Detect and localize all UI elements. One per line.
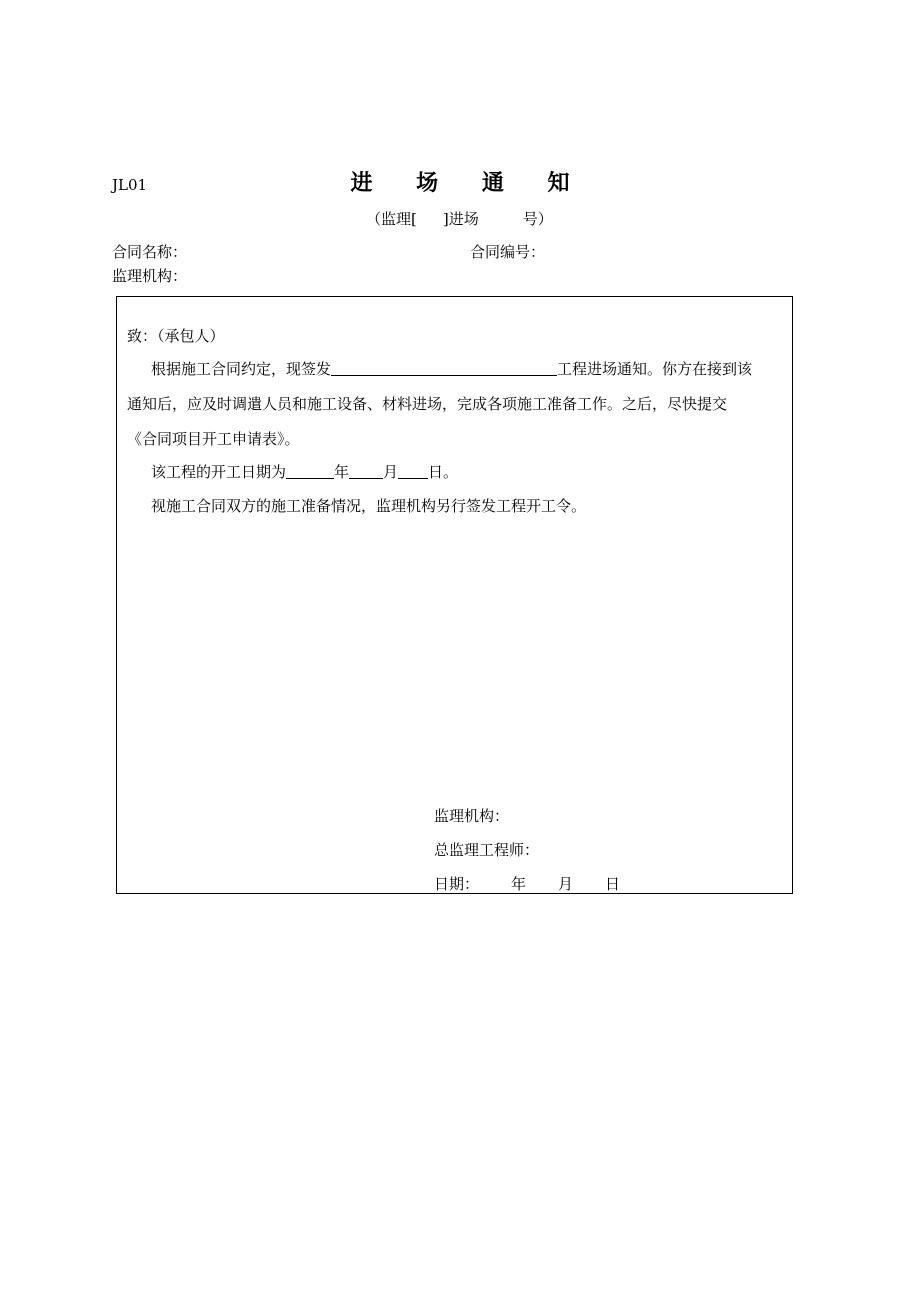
paragraph-3: 视施工合同双方的施工准备情况，监理机构另行签发工程开工令。 (151, 497, 587, 515)
signature-org-label: 监理机构： (434, 807, 510, 825)
signature-date-label: 日期： (434, 875, 480, 893)
paragraph-1-text-a: 根据施工合同约定，现签发 (151, 360, 332, 378)
paragraph-1-line-3: 《合同项目开工申请表》。 (127, 430, 300, 448)
paragraph-1-line-1 (151, 358, 752, 379)
paragraph-1-text-b: 工程进场通知。你方在接到该 (557, 360, 753, 378)
start-day-blank (398, 463, 428, 479)
form-code: JL01 (112, 176, 148, 194)
serial-prefix: （监理[ (366, 210, 417, 228)
project-name-blank (331, 360, 557, 376)
supervisor-org-label: 监理机构： (112, 267, 188, 285)
signature-month-label: 月 (558, 875, 574, 893)
start-date-line (151, 461, 458, 482)
signature-year-label: 年 (511, 875, 527, 893)
start-month-blank (349, 463, 383, 479)
serial-number-line (366, 208, 553, 229)
notice-box (116, 296, 793, 894)
paragraph-1-line-2: 通知后，应及时调遣人员和施工设备、材料进场，完成各项施工准备工作。之后，尽快提交 (127, 395, 728, 413)
serial-suffix: 号） (522, 210, 553, 228)
signature-chief-engineer-label: 总监理工程师： (434, 841, 540, 859)
addressee-line: 致：（承包人） (127, 327, 225, 345)
contract-name-label: 合同名称： (112, 243, 188, 261)
start-month-label: 月 (383, 463, 399, 481)
contract-number-label: 合同编号： (470, 243, 546, 261)
start-year-label: 年 (334, 463, 350, 481)
start-day-label: 日。 (428, 463, 459, 481)
document-title: 进 场 通 知 (350, 170, 588, 196)
start-year-blank (286, 463, 334, 479)
serial-mid: ]进场 (442, 210, 479, 228)
signature-day-label: 日 (605, 875, 621, 893)
signature-date-line (434, 873, 620, 894)
start-date-text: 该工程的开工日期为 (151, 463, 287, 481)
